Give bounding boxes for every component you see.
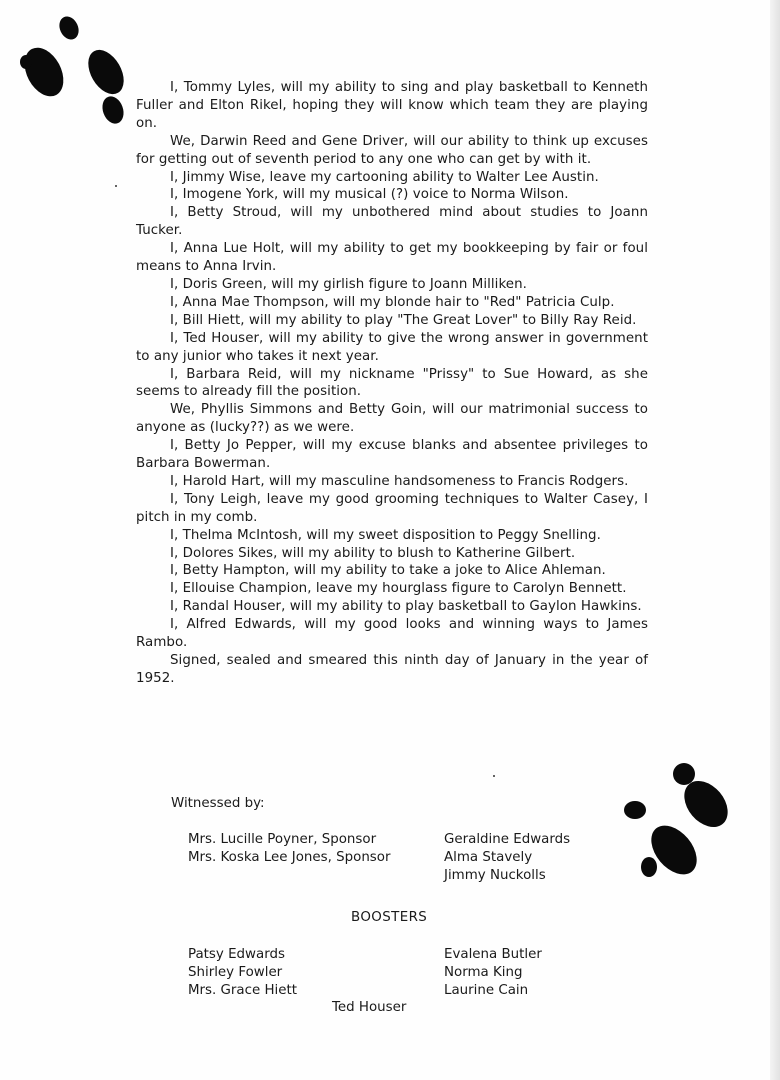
- booster-name: Laurine Cain: [444, 983, 529, 998]
- will-paragraph: I, Jimmy Wise, leave my cartooning ability to Walter Lee Austin.: [170, 169, 599, 185]
- witness-name: Mrs. Lucille Poyner, Sponsor: [188, 832, 377, 847]
- booster-name: Shirley Fowler: [188, 965, 283, 980]
- will-paragraph: I, Tony Leigh, leave my good grooming techniques to Walter Casey, I pitch in my comb.: [136, 491, 648, 525]
- booster-name: Patsy Edwards: [188, 947, 285, 962]
- will-paragraph: I, Randal Houser, will my ability to play basketball to Gaylon Hawkins.: [170, 599, 642, 615]
- will-paragraph: I, Betty Stroud, will my unbothered mind about studies to Joann Tucker.: [136, 205, 648, 239]
- boosters-heading: BOOSTERS: [351, 910, 428, 925]
- will-paragraph: I, Dolores Sikes, will my ability to blush to Katherine Gilbert.: [170, 545, 576, 561]
- print-speck: [115, 185, 117, 187]
- footprints-icon: [14, 14, 130, 130]
- footprint-toe: [641, 857, 657, 877]
- will-paragraph: I, Betty Jo Pepper, will my excuse blanks and absentee privileges to Barbara Bowerman.: [136, 438, 648, 472]
- witness-students-list: [444, 831, 570, 885]
- will-paragraph: I, Harold Hart, will my masculine handsomeness to Francis Rodgers.: [170, 473, 629, 489]
- footprint-heel: [56, 14, 82, 43]
- will-paragraph: I, Doris Green, will my girlish figure to Joann Milliken.: [170, 276, 527, 292]
- footprint-toe: [20, 55, 32, 69]
- will-signature-paragraph: Signed, sealed and smeared this ninth day of January in the year of 1952.: [136, 653, 648, 686]
- witness-name: Geraldine Edwards: [444, 832, 571, 847]
- witness-name: Alma Stavely: [444, 850, 533, 865]
- will-paragraph: I, Imogene York, will my musical (?) voice to Norma Wilson.: [170, 187, 569, 203]
- will-paragraph: We, Darwin Reed and Gene Driver, will our ability to think up excuses for getting out of seventh period to any one who can get by with it.: [136, 133, 648, 167]
- booster-name: Evalena Butler: [444, 947, 542, 962]
- will-paragraph: I, Ellouise Champion, leave my hourglass figure to Carolyn Bennett.: [170, 581, 627, 597]
- booster-name: Mrs. Grace Hiett: [188, 983, 298, 998]
- will-paragraph: I, Barbara Reid, will my nickname "Prissy" to Sue Howard, as she seems to already fill the position.: [136, 366, 648, 400]
- footprint-heel: [624, 801, 646, 819]
- will-paragraph: I, Bill Hiett, will my ability to play "The Great Lover" to Billy Ray Reid.: [170, 312, 637, 328]
- footprint-sole: [81, 44, 130, 101]
- will-paragraph: I, Thelma McIntosh, will my sweet disposition to Peggy Snelling.: [170, 527, 601, 543]
- will-paragraph: I, Tommy Lyles, will my ability to sing and play basketball to Kenneth Fuller and Elton Rikel, hoping they will know which team they are playing on.: [136, 80, 648, 131]
- print-speck: [493, 775, 495, 777]
- witness-sponsors-list: [188, 831, 390, 867]
- footprint-sole: [17, 41, 71, 103]
- will-paragraph: I, Ted Houser, will my ability to give the wrong answer in government to any junior who takes it next year.: [136, 330, 648, 364]
- will-paragraph: I, Anna Mae Thompson, will my blonde hair to "Red" Patricia Culp.: [170, 294, 615, 310]
- witnessed-by-label: Witnessed by:: [171, 796, 265, 811]
- booster-name: Norma King: [444, 965, 523, 980]
- footprint-heel: [673, 763, 695, 785]
- witness-name: Mrs. Koska Lee Jones, Sponsor: [188, 850, 391, 865]
- class-will-text: [136, 79, 648, 688]
- paper-edge: [770, 0, 780, 1080]
- footprints-icon: [620, 762, 738, 884]
- booster-name-center: Ted Houser: [332, 1000, 407, 1015]
- will-paragraph: We, Phyllis Simmons and Betty Goin, will our matrimonial success to anyone as (lucky??) as we were.: [136, 402, 648, 436]
- will-paragraph: I, Alfred Edwards, will my good looks and winning ways to James Rambo.: [136, 617, 648, 651]
- will-paragraph: I, Anna Lue Holt, will my ability to get my bookkeeping by fair or foul means to Anna Irvin.: [136, 241, 648, 275]
- boosters-right-list: [444, 946, 542, 1000]
- boosters-left-list: [188, 946, 297, 1000]
- will-paragraph: I, Betty Hampton, will my ability to take a joke to Alice Ahleman.: [170, 563, 606, 579]
- footprint-heel: [99, 93, 127, 126]
- witness-name: Jimmy Nuckolls: [444, 868, 546, 883]
